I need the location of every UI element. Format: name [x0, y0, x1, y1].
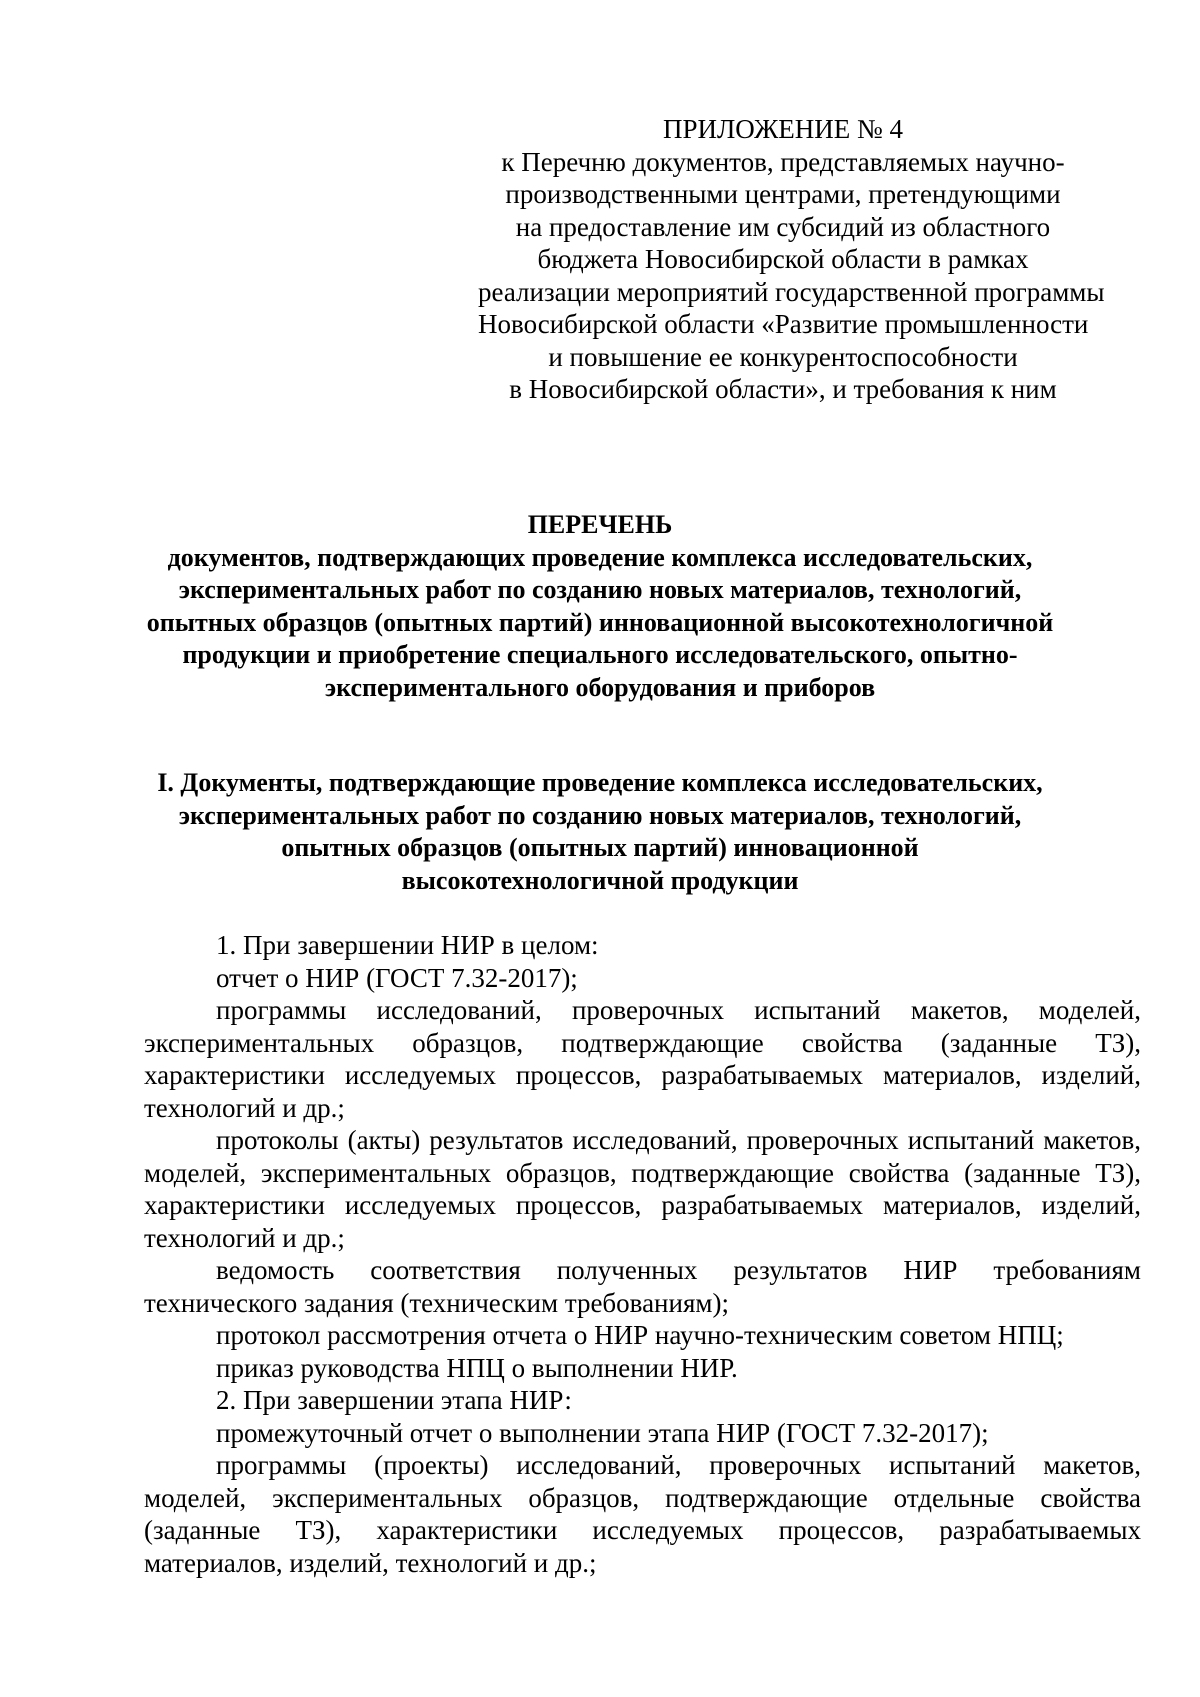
list-item: программы (проекты) исследований, проверочных испытаний макетов, моделей, экспериментальных образцов, подтверждающие отдельные свойства (заданные ТЗ), характеристики исследуемых процессов, разрабатываемых материалов, изделий, технологий и др.; [144, 1450, 1141, 1578]
appendix-line: производственными центрами, претендующими [505, 179, 1061, 209]
appendix-line: на предоставление им субсидий из областного [515, 211, 1051, 242]
document-body [144, 929, 1141, 1579]
list-item: ведомость соответствия полученных результатов НИР требованиям технического задания (техническим требованиям); [144, 1255, 1141, 1318]
appendix-line: и повышение ее конкурентоспособности [548, 341, 1018, 372]
list-item: протоколы (акты) результатов исследований, проверочных испытаний макетов, моделей, экспериментальных образцов, подтверждающие свойства (заданные ТЗ), характеристики исследуемых процессов, разрабатываемых материалов, изделий, технологий и др.; [144, 1125, 1141, 1253]
title-line: экспериментального оборудования и приборов [324, 672, 876, 702]
section-heading-line: I. Документы, подтверждающие проведение комплекса исследовательских, [157, 768, 1043, 797]
list-item: промежуточный отчет о выполнении этапа НИР (ГОСТ 7.32-2017); [216, 1417, 989, 1448]
appendix-line: Новосибирской области «Развитие промышленности [478, 309, 1089, 339]
appendix-line: в Новосибирской области», и требования к ним [509, 374, 1057, 404]
document-title [60, 509, 1140, 704]
list-item: протокол рассмотрения отчета о НИР научно-техническим советом НПЦ; [216, 1320, 1064, 1350]
title-line: экспериментальных работ по созданию новых материалов, технологий, [178, 575, 1022, 604]
list-item: 1. При завершении НИР в целом: [216, 930, 599, 960]
appendix-header [478, 113, 1105, 406]
section-heading [60, 767, 1140, 897]
title-line: документов, подтверждающих проведение комплекса исследовательских, [167, 542, 1033, 572]
appendix-number: ПРИЛОЖЕНИЕ № 4 [662, 114, 904, 144]
list-item: отчет о НИР (ГОСТ 7.32-2017); [216, 962, 578, 993]
section-heading-line: экспериментальных работ по созданию новых материалов, технологий, [178, 800, 1022, 830]
section-heading-line: опытных образцов (опытных партий) инновационной [281, 833, 919, 862]
list-item: 2. При завершении этапа НИР: [216, 1385, 572, 1415]
section-heading-line: высокотехнологичной продукции [401, 865, 799, 895]
appendix-line: бюджета Новосибирской области в рамках [537, 244, 1029, 274]
title-line: опытных образцов (опытных партий) инновационной высокотехнологичной [146, 607, 1054, 637]
appendix-line: к Перечню документов, представляемых научно- [501, 146, 1065, 177]
list-item: приказ руководства НПЦ о выполнении НИР. [216, 1352, 738, 1383]
title-heading: ПЕРЕЧЕНЬ [527, 510, 673, 539]
title-line: продукции и приобретение специального исследовательского, опытно- [182, 640, 1018, 669]
appendix-line: реализации мероприятий государственной программы [478, 276, 1105, 307]
list-item: программы исследований, проверочных испытаний макетов, моделей, экспериментальных образцов, подтверждающие свойства (заданные ТЗ), характеристики исследуемых процессов, разрабатываемых материалов, изделий, технологий и др.; [144, 995, 1141, 1123]
